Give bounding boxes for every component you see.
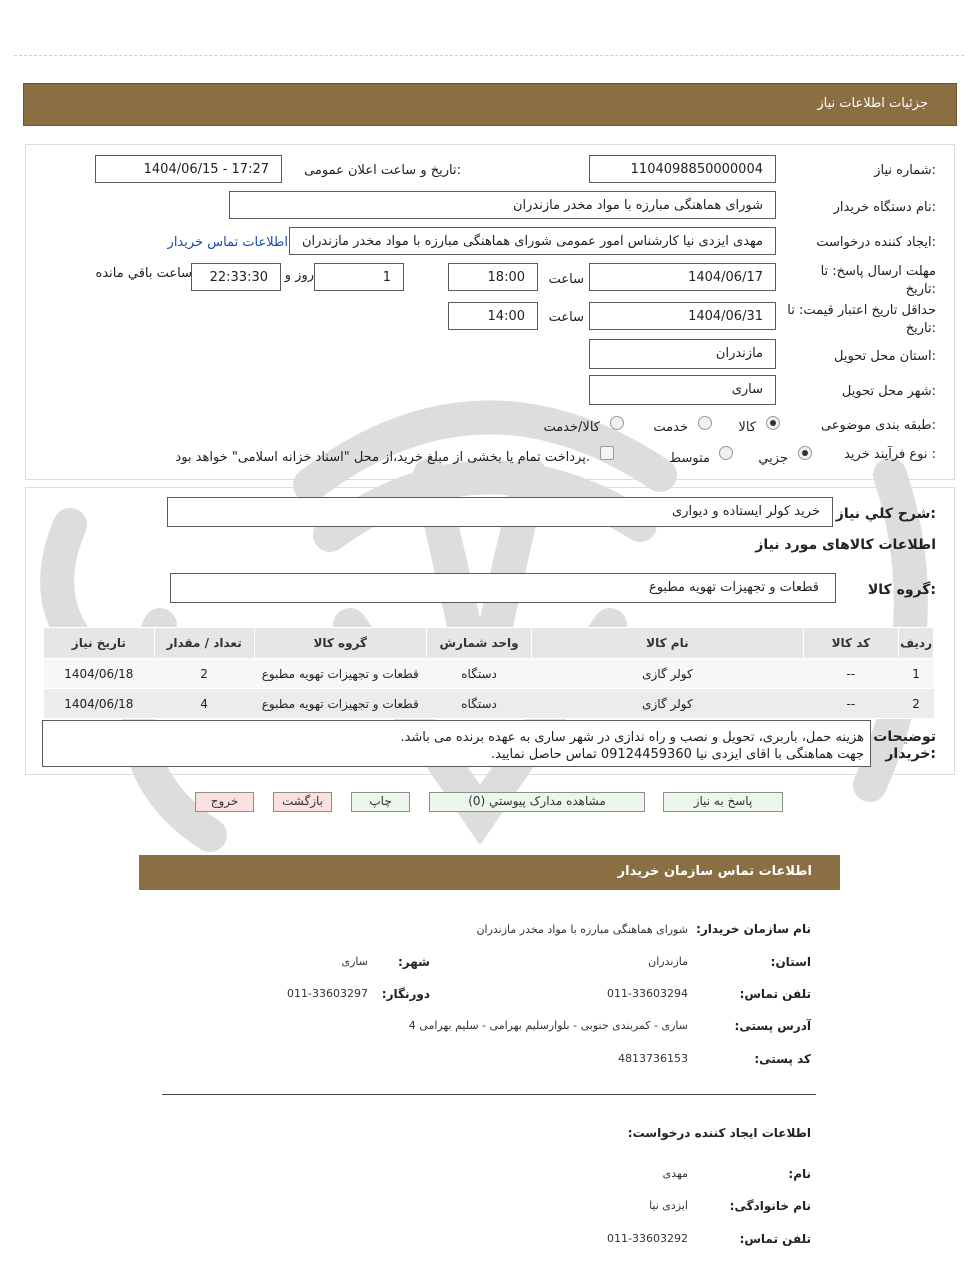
attachments-button[interactable]: مشاهده مدارک پیوستي (0) bbox=[429, 792, 645, 812]
validity-time-field: 14:00 bbox=[448, 302, 538, 330]
notes-line-1: هزینه حمل، باربری، تحویل و نصب و راه ندازی در شهر ساری به عهده برنده می باشد. bbox=[400, 730, 864, 745]
process-option-medium: متوسط bbox=[669, 451, 710, 466]
need-number-label: شماره نیاز: bbox=[874, 163, 936, 178]
th-name: نام کالا bbox=[532, 628, 804, 659]
details-header bbox=[23, 83, 957, 126]
creator-info-title: اطلاعات ایجاد کننده درخواست: bbox=[627, 1126, 811, 1140]
contact-address-value: ساری - کمربندی جنوبی - بلوارسلیم بهرامی - سلیم بهرامی 4 bbox=[408, 1019, 688, 1032]
exit-button[interactable]: خروج bbox=[195, 792, 254, 812]
validity-date-field: 1404/06/31 bbox=[589, 302, 776, 330]
buyer-contact-link[interactable]: اطلاعات تماس خریدار bbox=[167, 235, 288, 250]
th-quantity: تعداد / مقدار bbox=[154, 628, 254, 659]
creator-name-label: نام: bbox=[788, 1167, 811, 1181]
announce-field: 1404/06/15 - 17:27 bbox=[95, 155, 282, 183]
notes-line-2: جهت هماهنگی با اقای ایزدی نیا 09124459360 تماس حاصل نمایید. bbox=[491, 747, 864, 762]
th-row-number: ردیف bbox=[899, 628, 934, 659]
print-button[interactable]: چاپ bbox=[351, 792, 410, 812]
creator-phone-value: 011-33603292 bbox=[607, 1232, 688, 1245]
th-code: کد کالا bbox=[803, 628, 899, 659]
details-title: جزئیات اطلاعات نیاز bbox=[817, 96, 928, 111]
cell-quantity: 4 bbox=[154, 689, 254, 719]
cell-name: کولر گازی bbox=[532, 689, 804, 719]
category-radio-goods[interactable] bbox=[766, 416, 780, 430]
creator-field: مهدی ایزدی نیا کارشناس امور عمومی شورای هماهنگی مبارزه با مواد مخدر مازندران bbox=[289, 227, 776, 255]
days-field: 1 bbox=[314, 263, 404, 291]
contact-city-value: ساری bbox=[341, 955, 368, 968]
contact-phone-label: تلفن تماس: bbox=[739, 987, 811, 1001]
cell-code: -- bbox=[803, 689, 899, 719]
remaining-field: 22:33:30 bbox=[191, 263, 281, 291]
contact-postal-label: کد پستی: bbox=[754, 1052, 811, 1066]
cell-unit: دستگاه bbox=[427, 659, 532, 689]
th-group: گروه کالا bbox=[254, 628, 427, 659]
validity-label: حداقل تاریخ اعتبار قیمت: تا تاریخ: bbox=[787, 303, 936, 336]
top-divider bbox=[14, 55, 964, 56]
notes-box bbox=[42, 720, 871, 767]
contact-divider bbox=[162, 1094, 816, 1095]
contact-fax-value: 011-33603297 bbox=[287, 987, 368, 1000]
need-number-field: 1104098850000004 bbox=[589, 155, 776, 183]
contact-postal-value: 4813736153 bbox=[618, 1052, 688, 1065]
table-row bbox=[44, 659, 934, 689]
group-field: قطعات و تجهیزات تهویه مطبوع bbox=[170, 573, 836, 603]
category-option-both: کالا/خدمت bbox=[543, 420, 600, 435]
desc-label: شرح كلي نياز: bbox=[835, 506, 936, 522]
treasury-checkbox[interactable] bbox=[600, 446, 614, 460]
goods-table bbox=[43, 627, 934, 719]
cell-date: 1404/06/18 bbox=[44, 659, 155, 689]
goods-title: اطلاعات کالاهای مورد نیاز bbox=[755, 537, 936, 553]
notes-label-1: توضیحات bbox=[873, 729, 936, 745]
creator-family-value: ایزدی نیا bbox=[649, 1199, 688, 1212]
process-radio-medium[interactable] bbox=[719, 446, 733, 460]
contact-phone-value: 011-33603294 bbox=[607, 987, 688, 1000]
process-label: نوع فرآیند خرید : bbox=[844, 447, 936, 462]
notes-label-2: خریدار: bbox=[885, 746, 936, 762]
deadline-label: مهلت ارسال پاسخ: تا تاریخ: bbox=[820, 264, 936, 297]
category-label: طبقه بندی موضوعی: bbox=[820, 418, 936, 433]
cell-row-number: 2 bbox=[899, 689, 934, 719]
category-radio-service[interactable] bbox=[698, 416, 712, 430]
contact-fax-label: دورنگار: bbox=[381, 987, 430, 1001]
treasury-note: پرداخت تمام یا بخشی از مبلغ خرید،از محل "اسناد خزانه اسلامی" خواهد بود. bbox=[175, 450, 590, 465]
back-button[interactable]: بازگشت bbox=[273, 792, 332, 812]
contact-title: اطلاعات تماس سازمان خریدار bbox=[617, 864, 812, 879]
province-field: مازندران bbox=[589, 339, 776, 369]
th-date: تاریخ نیاز bbox=[44, 628, 155, 659]
cell-group: قطعات و تجهیزات تهویه مطبوع bbox=[254, 689, 427, 719]
category-option-goods: کالا bbox=[738, 420, 756, 435]
table-header-row bbox=[44, 628, 934, 659]
contact-org-value: شورای هماهنگی مبارزه با مواد مخدر مازندران bbox=[476, 923, 688, 936]
contact-address-label: آدرس پستی: bbox=[734, 1019, 811, 1033]
buyer-org-label: نام دستگاه خریدار: bbox=[833, 200, 936, 215]
deadline-time-label: ساعت bbox=[548, 272, 584, 287]
validity-time-label: ساعت bbox=[548, 310, 584, 325]
cell-row-number: 1 bbox=[899, 659, 934, 689]
province-label: استان محل تحویل: bbox=[834, 349, 936, 364]
th-unit: واحد شمارش bbox=[427, 628, 532, 659]
deadline-time-field: 18:00 bbox=[448, 263, 538, 291]
cell-code: -- bbox=[803, 659, 899, 689]
city-label: شهر محل تحویل: bbox=[841, 384, 936, 399]
creator-label: ایجاد کننده درخواست: bbox=[816, 235, 936, 250]
reply-button[interactable]: پاسخ به نیاز bbox=[663, 792, 783, 812]
desc-field: خريد كولر ايستاده و ديواری bbox=[167, 497, 833, 527]
creator-name-value: مهدی bbox=[662, 1167, 688, 1180]
table-row bbox=[44, 689, 934, 719]
cell-quantity: 2 bbox=[154, 659, 254, 689]
contact-city-label: شهر: bbox=[398, 955, 430, 969]
deadline-date-field: 1404/06/17 bbox=[589, 263, 776, 291]
process-radio-minor[interactable] bbox=[798, 446, 812, 460]
cell-unit: دستگاه bbox=[427, 689, 532, 719]
city-field: ساری bbox=[589, 375, 776, 405]
days-label: روز و bbox=[284, 268, 314, 283]
cell-date: 1404/06/18 bbox=[44, 689, 155, 719]
group-label: گروه کالا: bbox=[867, 582, 936, 598]
category-radio-both[interactable] bbox=[610, 416, 624, 430]
contact-province-label: استان: bbox=[770, 955, 811, 969]
contact-province-value: مازندران bbox=[648, 955, 688, 968]
announce-label: تاریخ و ساعت اعلان عمومی: bbox=[304, 163, 461, 178]
remaining-label: ساعت باقي مانده bbox=[95, 266, 192, 281]
contact-header bbox=[139, 855, 840, 890]
buyer-org-field: شورای هماهنگی مبارزه با مواد مخدر مازندران bbox=[229, 191, 776, 219]
process-option-minor: جزیي bbox=[758, 451, 788, 466]
category-option-service: خدمت bbox=[653, 420, 688, 435]
creator-family-label: نام خانوادگی: bbox=[729, 1199, 811, 1213]
cell-group: قطعات و تجهیزات تهویه مطبوع bbox=[254, 659, 427, 689]
cell-name: کولر گازی bbox=[532, 659, 804, 689]
contact-org-label: نام سازمان خریدار: bbox=[696, 922, 811, 936]
creator-phone-label: تلفن تماس: bbox=[739, 1232, 811, 1246]
